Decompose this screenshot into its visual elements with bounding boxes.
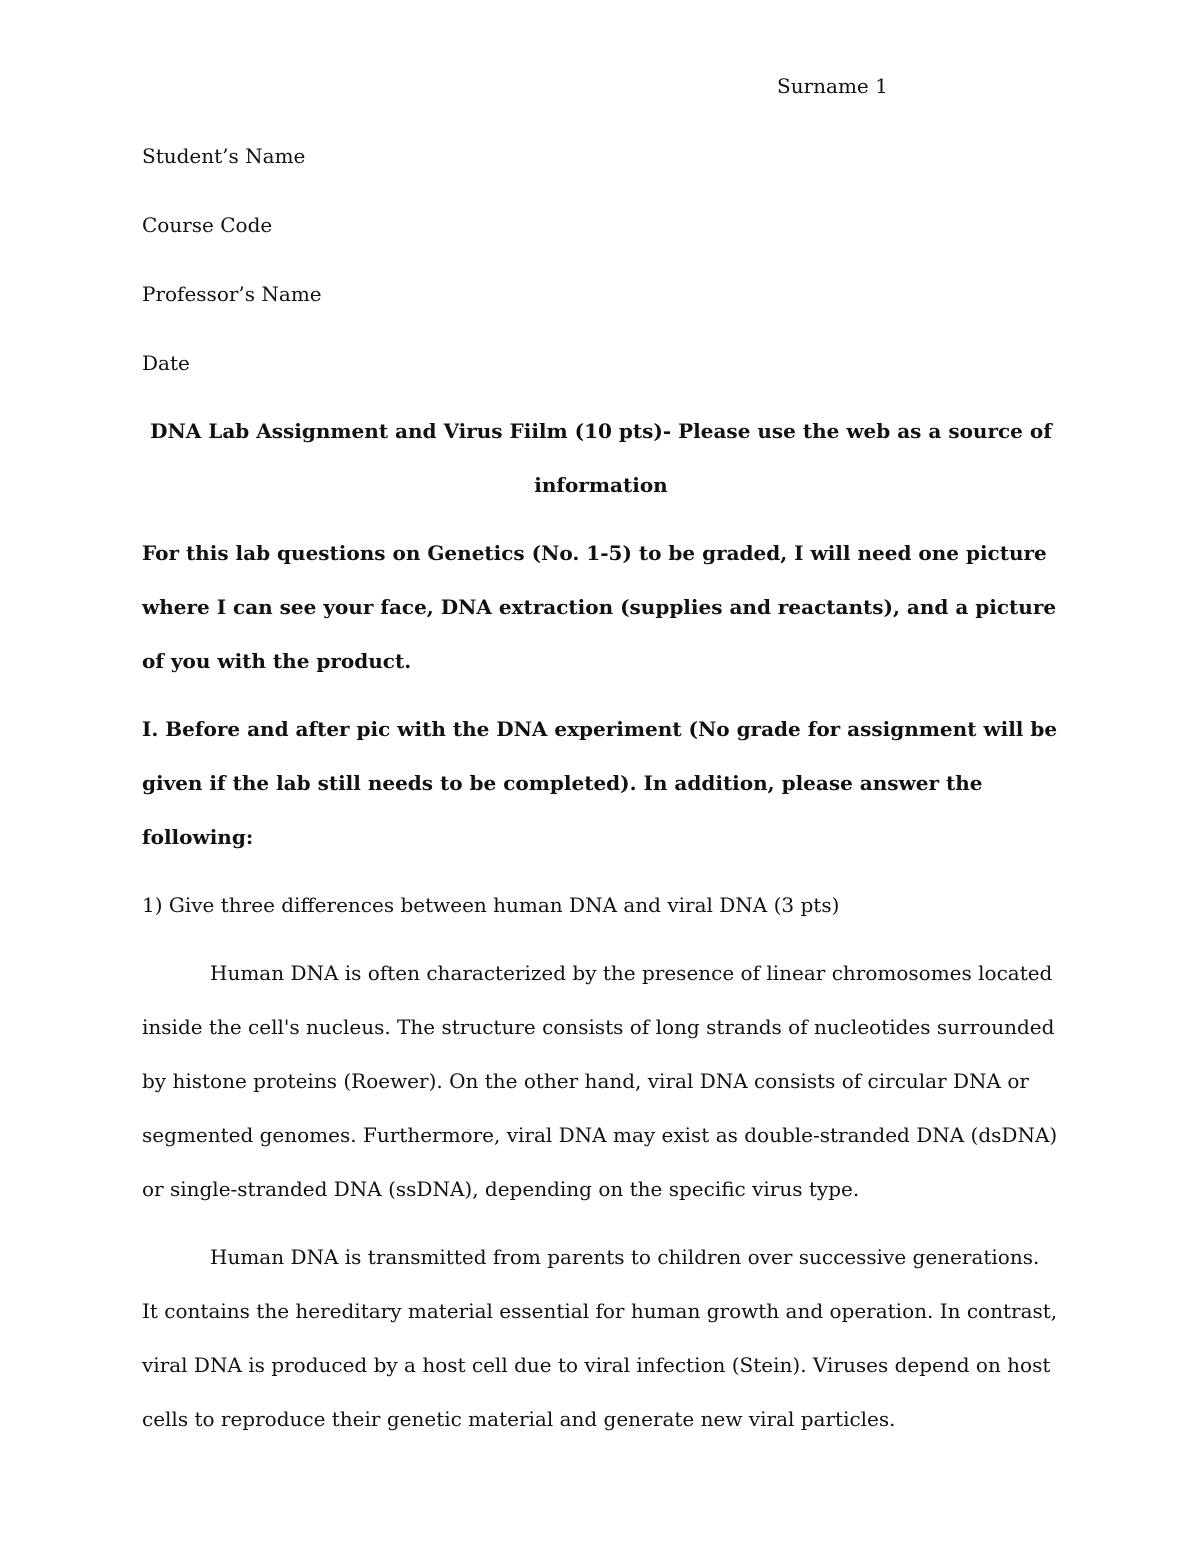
section-heading-1: I. Before and after pic with the DNA experiment (No grade for assignment will be given if the lab still needs to be completed). In addition, please answer the following: xyxy=(142,717,1058,849)
document-title: DNA Lab Assignment and Virus Fiilm (10 pts)- Please use the web as a source of information xyxy=(150,419,1052,497)
course-code: Course Code xyxy=(142,213,273,237)
question-1: 1) Give three differences between human DNA and viral DNA (3 pts) xyxy=(142,893,840,917)
date: Date xyxy=(142,351,190,375)
lab-instructions: For this lab questions on Genetics (No. 1-5) to be graded, I will need one picture where I can see your face, DNA extraction (supplies and reactants), and a picture of you with the product. xyxy=(142,541,1057,673)
answer-paragraph: Human DNA is often characterized by the presence of linear chromosomes located inside the cell's nucleus. The structure consists of long strands of nucleotides surrounded by histone proteins (Roewer). On the other hand, viral DNA consists of circular DNA or segmented genomes. Furthermore, viral DNA may exist as double-stranded DNA (dsDNA) or single-stranded DNA (ssDNA), depending on the specific virus type. xyxy=(142,961,1058,1201)
answer-paragraph: Human DNA is transmitted from parents to children over successive generations. It contains the hereditary material essential for human growth and operation. In contrast, viral DNA is produced by a host cell due to viral infection (Stein). Viruses depend on host cells to reproduce their genetic material and generate new viral particles. xyxy=(142,1245,1058,1431)
running-head: Surname 1 xyxy=(777,74,888,98)
professor-name: Professor’s Name xyxy=(142,282,322,306)
document-body xyxy=(142,142,1060,1460)
student-name: Student’s Name xyxy=(142,144,306,168)
